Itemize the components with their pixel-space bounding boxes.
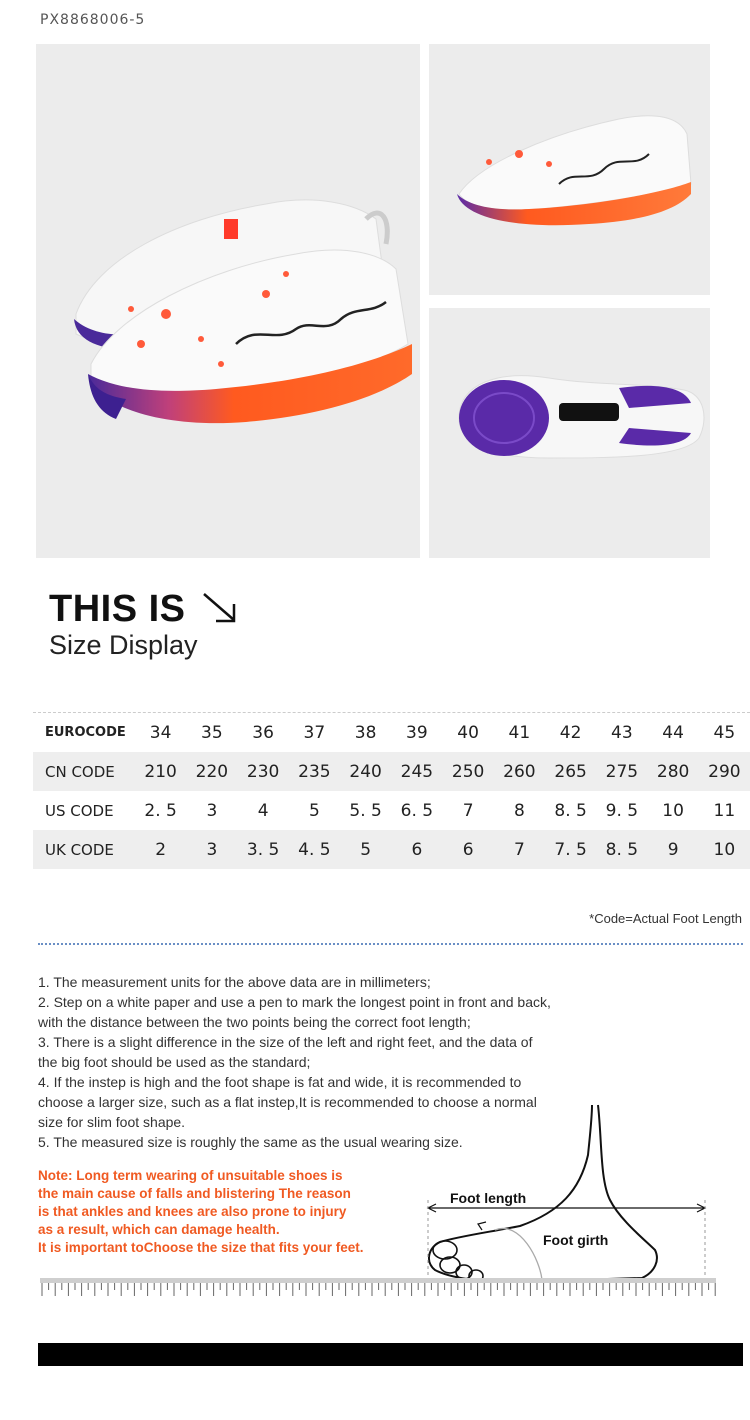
size-cell: 210 bbox=[144, 761, 177, 782]
instruction-line: 1. The measurement units for the above data are in millimeters; bbox=[38, 974, 431, 990]
size-cell: 240 bbox=[349, 761, 382, 782]
ruler bbox=[40, 1278, 716, 1298]
size-row-label: CN CODE bbox=[45, 762, 115, 781]
size-cell: 7. 5 bbox=[554, 839, 587, 860]
heading-subtitle: Size Display bbox=[49, 630, 198, 660]
size-cell: 34 bbox=[149, 722, 172, 743]
size-cell: 37 bbox=[303, 722, 326, 743]
heading-title: THIS IS bbox=[49, 588, 186, 630]
shoe-side-photo bbox=[429, 44, 710, 295]
size-cell: 8 bbox=[513, 800, 525, 821]
size-cell: 9. 5 bbox=[605, 800, 639, 821]
arrow-down-right-icon bbox=[200, 590, 240, 626]
instruction-line: choose a larger size, such as a flat instep,It is recommended to choose a normal bbox=[38, 1094, 537, 1110]
warning-line: Note: Long term wearing of unsuitable shoes is bbox=[38, 1168, 343, 1183]
size-cell: 260 bbox=[503, 761, 536, 782]
size-cell: 4 bbox=[257, 800, 269, 821]
size-cell: 11 bbox=[713, 800, 736, 821]
footer-bar bbox=[38, 1343, 743, 1366]
size-cell: 5 bbox=[308, 800, 320, 821]
size-row-label: US CODE bbox=[45, 801, 114, 820]
size-cell: 8. 5 bbox=[554, 800, 587, 821]
warning-note bbox=[38, 1167, 438, 1257]
size-cell: 43 bbox=[611, 722, 633, 743]
size-cell: 35 bbox=[201, 722, 223, 743]
size-row-label: UK CODE bbox=[45, 840, 114, 859]
size-cell: 280 bbox=[656, 761, 690, 782]
size-row bbox=[33, 791, 750, 830]
size-cell: 5 bbox=[360, 839, 372, 860]
size-table bbox=[33, 713, 750, 869]
instruction-line: with the distance between the two points being the correct foot length; bbox=[38, 1014, 471, 1030]
size-row bbox=[33, 713, 750, 752]
size-cell: 265 bbox=[554, 761, 587, 782]
size-cell: 45 bbox=[713, 722, 736, 743]
size-cell: 40 bbox=[457, 722, 479, 743]
warning-line: the main cause of falls and blistering The reason bbox=[38, 1186, 351, 1201]
product-code: PX8868006-5 bbox=[40, 12, 146, 28]
size-cell: 44 bbox=[662, 722, 684, 743]
size-cell: 10 bbox=[662, 800, 684, 821]
shoe-pair-photo bbox=[36, 44, 420, 558]
foot-length-label: Foot length bbox=[450, 1190, 527, 1206]
instruction-line: 4. If the instep is high and the foot shape is fat and wide, it is recommended to bbox=[38, 1074, 522, 1090]
size-cell: 3 bbox=[206, 800, 218, 821]
size-cell: 230 bbox=[246, 761, 280, 782]
foot-girth-label: Foot girth bbox=[543, 1232, 609, 1248]
instruction-line: 2. Step on a white paper and use a pen to mark the longest point in front and back, bbox=[38, 994, 551, 1010]
warning-line: It is important toChoose the size that fits your feet. bbox=[38, 1240, 364, 1255]
size-cell: 245 bbox=[400, 761, 434, 782]
instruction-line: 5. The measured size is roughly the same as the usual wearing size. bbox=[38, 1134, 463, 1150]
size-cell: 36 bbox=[252, 722, 274, 743]
size-cell: 8. 5 bbox=[605, 839, 639, 860]
size-cell: 2 bbox=[155, 839, 167, 860]
size-cell: 2. 5 bbox=[144, 800, 177, 821]
size-cell: 220 bbox=[195, 761, 229, 782]
size-cell: 10 bbox=[713, 839, 736, 860]
size-cell: 39 bbox=[406, 722, 428, 743]
size-cell: 5. 5 bbox=[349, 800, 382, 821]
size-row-label: EUROCODE bbox=[45, 725, 126, 740]
instruction-line: 3. There is a slight difference in the size of the left and right feet, and the data of bbox=[38, 1034, 533, 1050]
code-note: *Code=Actual Foot Length bbox=[589, 911, 742, 926]
size-cell: 290 bbox=[708, 761, 741, 782]
size-cell: 7 bbox=[462, 800, 474, 821]
size-cell: 3. 5 bbox=[246, 839, 280, 860]
instruction-line: the big foot should be used as the standard; bbox=[38, 1054, 311, 1070]
size-cell: 6. 5 bbox=[400, 800, 434, 821]
size-cell: 41 bbox=[508, 722, 531, 743]
size-cell: 250 bbox=[451, 761, 485, 782]
warning-line: is that ankles and knees are also prone to injury bbox=[38, 1204, 347, 1219]
size-cell: 6 bbox=[462, 839, 474, 860]
size-cell: 38 bbox=[354, 722, 377, 743]
instruction-line: size for slim foot shape. bbox=[38, 1114, 186, 1130]
size-cell: 6 bbox=[411, 839, 423, 860]
shoe-sole-photo bbox=[429, 308, 710, 558]
dotted-divider bbox=[38, 943, 743, 945]
size-cell: 42 bbox=[559, 722, 582, 743]
size-cell: 235 bbox=[298, 761, 331, 782]
warning-line: as a result, which can damage health. bbox=[38, 1222, 280, 1237]
size-cell: 275 bbox=[605, 761, 639, 782]
size-row bbox=[33, 830, 750, 869]
size-row bbox=[33, 752, 750, 791]
size-cell: 7 bbox=[513, 839, 525, 860]
size-cell: 9 bbox=[667, 839, 679, 860]
size-cell: 4. 5 bbox=[298, 839, 331, 860]
size-cell: 3 bbox=[206, 839, 218, 860]
